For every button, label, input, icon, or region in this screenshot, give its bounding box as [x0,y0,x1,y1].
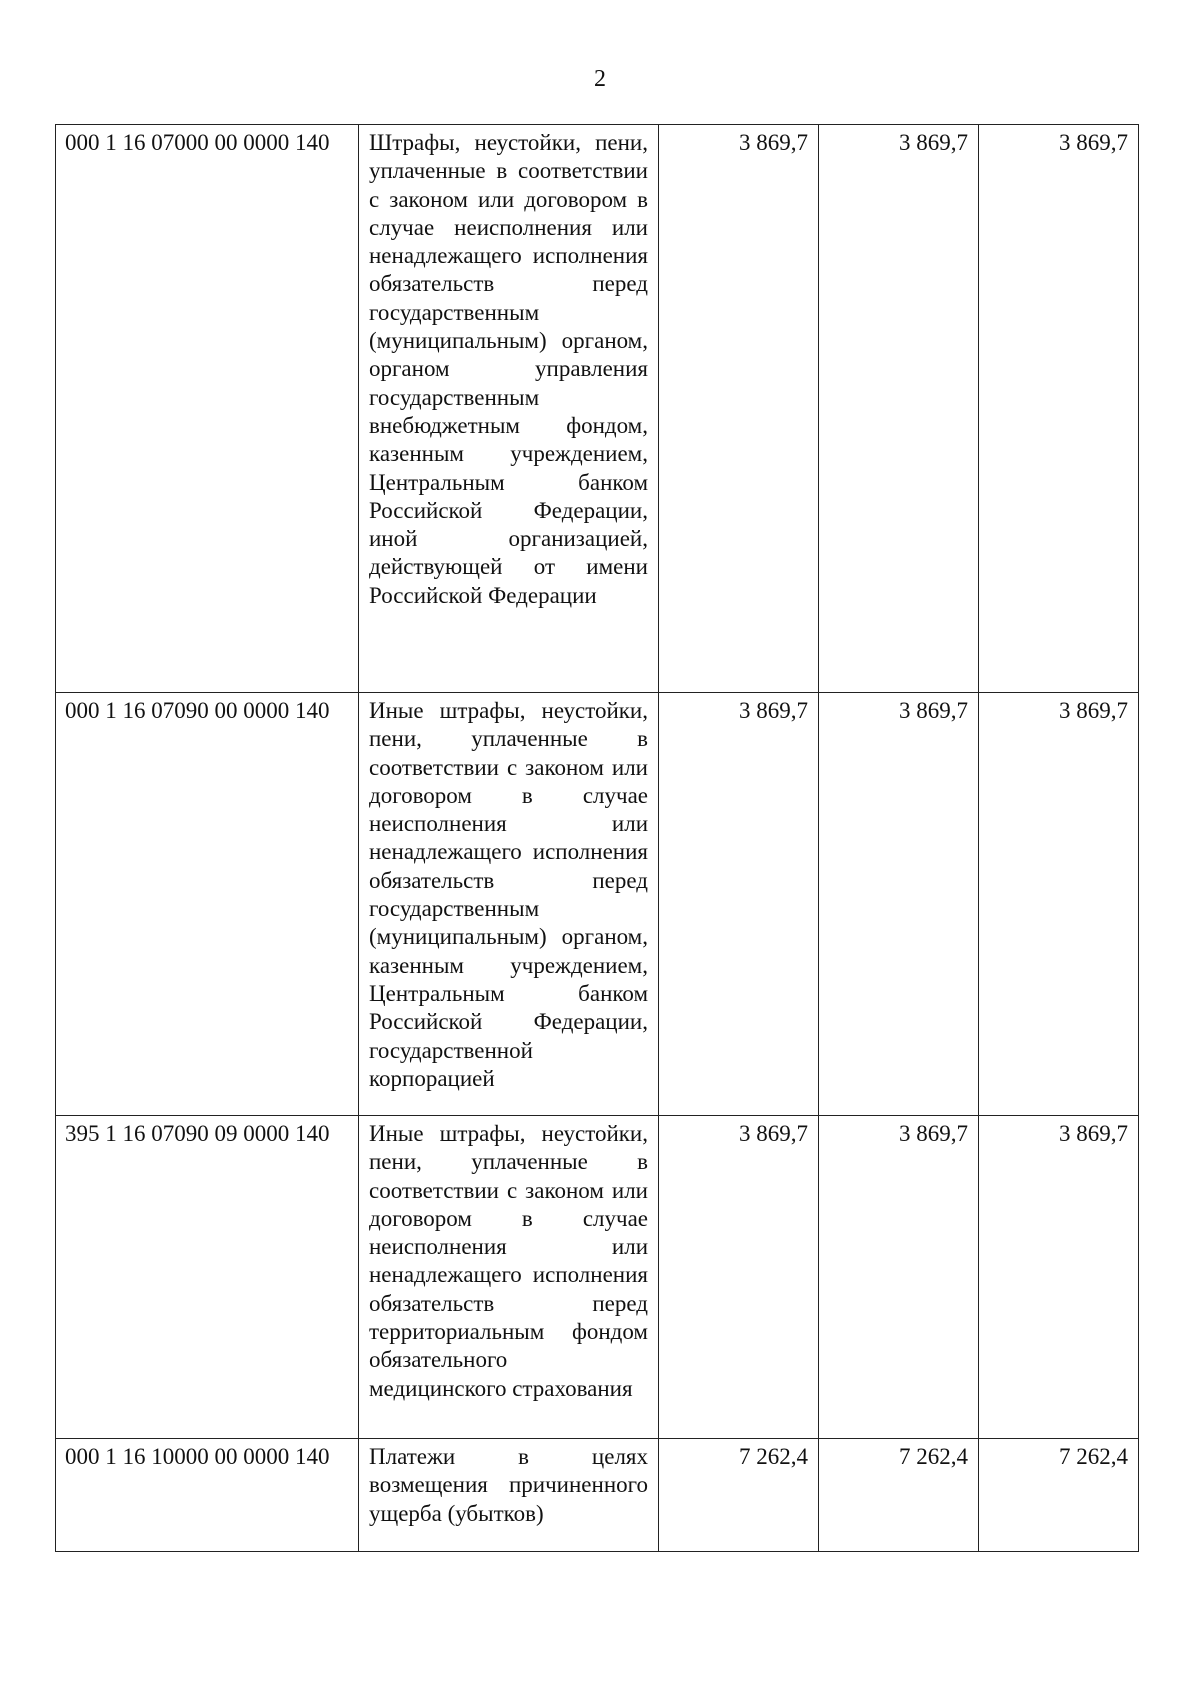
value-cell: 3 869,7 [819,125,979,693]
table-row [56,1439,1139,1552]
budget-code-cell: 395 1 16 07090 09 0000 140 [56,1116,359,1439]
value-cell: 3 869,7 [979,693,1139,1116]
value-cell: 3 869,7 [819,1116,979,1439]
table-row [56,1116,1139,1439]
budget-code-cell: 000 1 16 10000 00 0000 140 [56,1439,359,1552]
value-cell: 3 869,7 [659,693,819,1116]
table-row [56,693,1139,1116]
value-cell: 7 262,4 [819,1439,979,1552]
revenue-table [55,124,1139,1552]
budget-code-cell: 000 1 16 07090 00 0000 140 [56,693,359,1116]
value-cell: 3 869,7 [659,125,819,693]
value-cell: 7 262,4 [979,1439,1139,1552]
value-cell: 3 869,7 [979,1116,1139,1439]
description-cell: Иные штрафы, неустойки, пени, уплаченные в соответствии с законом или договором в случае неисполнения или ненадлежащего исполнения обязательств перед территориальным фондом обязательного медицинского страхования [359,1116,659,1439]
value-cell: 7 262,4 [659,1439,819,1552]
value-cell: 3 869,7 [659,1116,819,1439]
page-number: 2 [594,66,606,92]
value-cell: 3 869,7 [819,693,979,1116]
budget-code-cell: 000 1 16 07000 00 0000 140 [56,125,359,693]
description-cell: Штрафы, неустойки, пени, уплаченные в соответствии с законом или договором в случае неисполнения или ненадлежащего исполнения обязательств перед государственным (муниципальным) органом, органом управления государственным внебюджетным фондом, казенным учреждением, Центральным банком Российской Федерации, иной организацией, действующей от имени Российской Федерации [359,125,659,693]
table-row [56,125,1139,693]
value-cell: 3 869,7 [979,125,1139,693]
description-cell: Платежи в целях возмещения причиненного ущерба (убытков) [359,1439,659,1552]
description-cell: Иные штрафы, неустойки, пени, уплаченные в соответствии с законом или договором в случае неисполнения или ненадлежащего исполнения обязательств перед государственным (муниципальным) органом, казенным учреждением, Центральным банком Российской Федерации, государственной корпорацией [359,693,659,1116]
